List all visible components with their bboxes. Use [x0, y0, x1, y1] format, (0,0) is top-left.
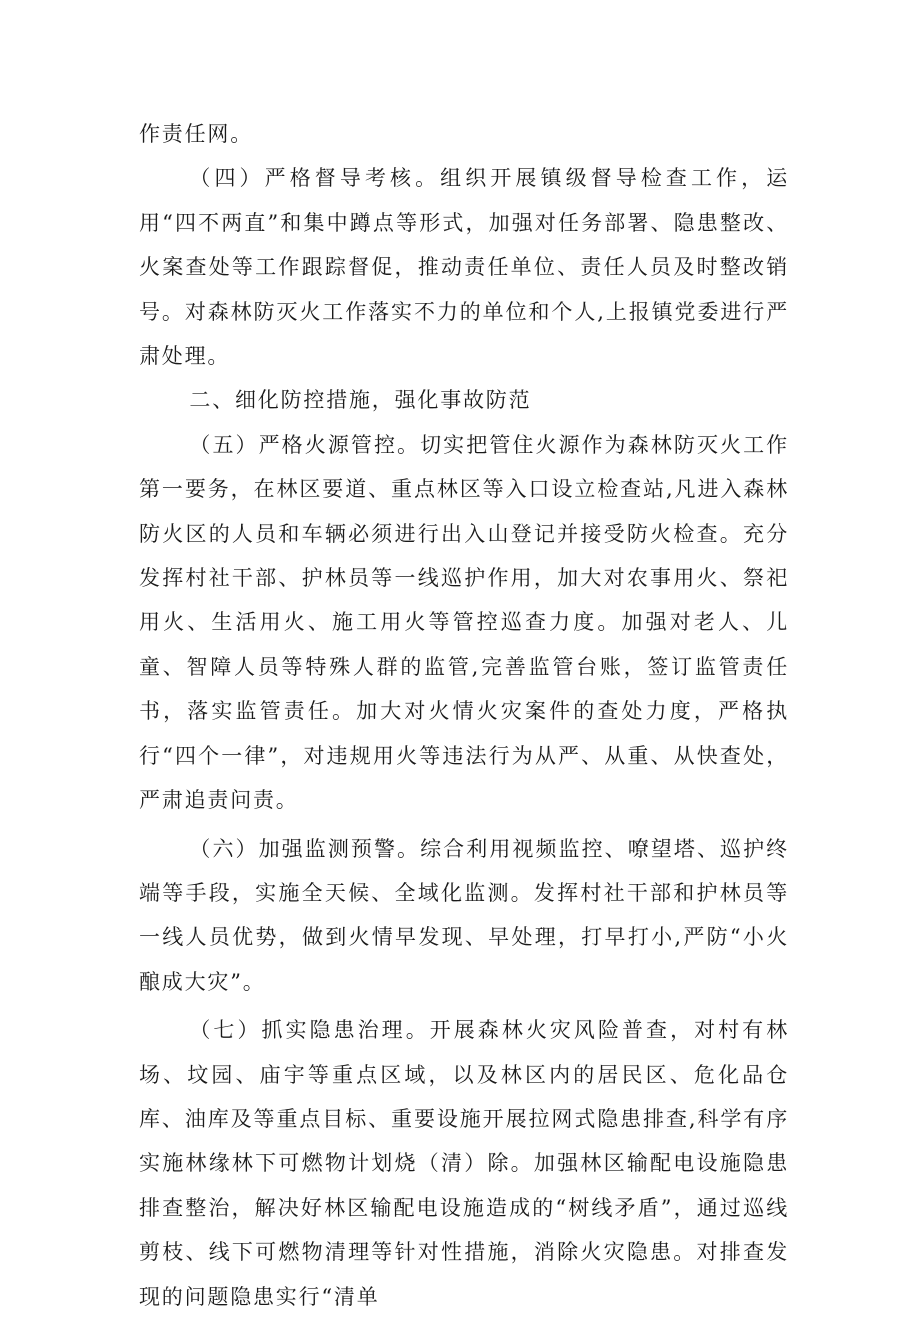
- section-heading-2: 二、细化防控措施，强化事故防范: [189, 388, 532, 413]
- paragraph-section-4: （四）严格督导考核。组织开展镇级督导检查工作，运用“四不两直”和集中蹲点等形式，加强对任务部署、隐患整改、火案查处等工作跟踪督促，推动责任单位、责任人员及时整改销号。对森林防灭火工作落实不力的单位和个人,上报镇党委进行严肃处理。: [139, 166, 789, 369]
- paragraph-section-7: （七）抓实隐患治理。开展森林火灾风险普查，对村有林场、坟园、庙宇等重点区域，以及林区内的居民区、危化品仓库、油库及等重点目标、重要设施开展拉网式隐患排查,科学有序实施林缘林下可燃物计划烧（清）除。加强林区输配电设施隐患排查整治，解决好林区输配电设施造成的“树线矛盾”，通过巡线剪枝、线下可燃物清理等针对性措施，消除火灾隐患。对排查发现的问题隐患实行“清单: [139, 1018, 789, 1309]
- paragraph-continuation: 作责任网。: [139, 122, 253, 146]
- document-body: [139, 112, 789, 1319]
- paragraph-section-5: （五）严格火源管控。切实把管住火源作为森林防灭火工作第一要务，在林区要道、重点林区等入口设立检查站,凡进入森林防火区的人员和车辆必须进行出入山登记并接受防火检查。充分发挥村社干部、护林员等一线巡护作用，加大对农事用火、祭祀用火、生活用火、施工用火等管控巡查力度。加强对老人、儿童、智障人员等特殊人群的监管,完善监管台账，签订监管责任书，落实监管责任。加大对火情火灾案件的查处力度，严格执行“四个一律”，对违规用火等违法行为从严、从重、从快查处，严肃追责问责。: [139, 432, 789, 813]
- paragraph-section-6: （六）加强监测预警。综合利用视频监控、嘹望塔、巡护终端等手段，实施全天候、全域化监测。发挥村社干部和护林员等一线人员优势，做到火情早发现、早处理，打早打小,严防“小火酿成大灾”。: [139, 836, 789, 994]
